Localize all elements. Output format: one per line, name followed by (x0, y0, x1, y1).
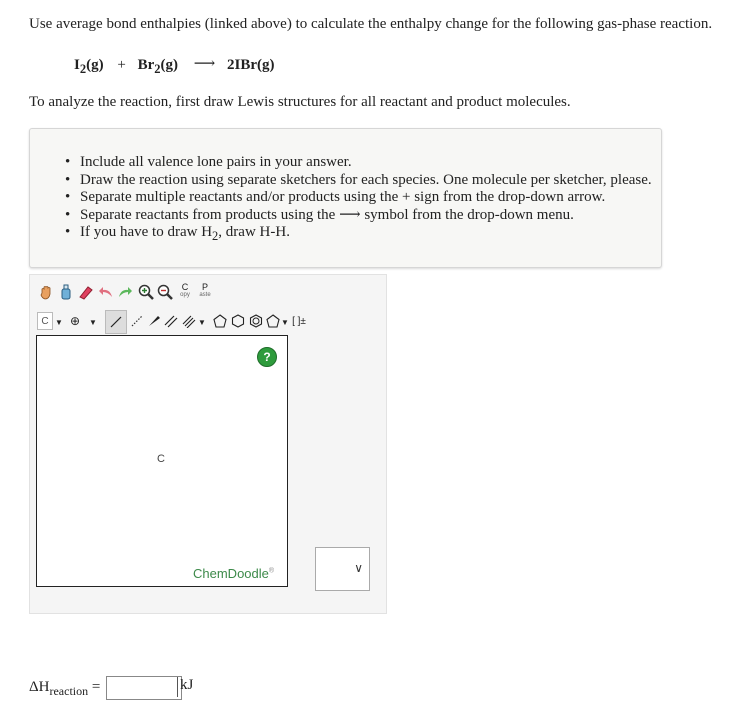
ring-dropdown-icon[interactable]: ▼ (281, 317, 289, 327)
help-icon[interactable]: ? (257, 347, 277, 367)
bond-dropdown-icon[interactable]: ▼ (198, 317, 206, 327)
double-bond-icon[interactable] (162, 312, 180, 330)
wedge-bond-icon[interactable] (145, 312, 163, 330)
cyclopentane-icon[interactable] (211, 312, 229, 330)
eraser-icon[interactable] (77, 283, 95, 301)
delta-h-input[interactable] (106, 676, 182, 700)
carbon-atom-label[interactable]: C (157, 453, 165, 465)
redo-icon[interactable] (116, 283, 134, 301)
plus-sign: + (117, 57, 126, 73)
hand-icon[interactable] (37, 283, 55, 301)
unit-label: kJ (180, 677, 194, 693)
zoom-out-icon[interactable] (156, 283, 174, 301)
element-button[interactable]: C (37, 312, 53, 330)
element-dropdown-icon[interactable]: ▼ (55, 317, 63, 327)
hint-box (29, 128, 662, 268)
reaction-arrow: ⟶ (193, 56, 216, 72)
zoom-in-icon[interactable] (137, 283, 155, 301)
hint-item: • Draw the reaction using separate sketchers for each species. One molecule per sketcher, please. (65, 172, 652, 190)
reactant-iodine: $I_2(g)$ (74, 57, 104, 76)
hint-item: • Separate multiple reactants and/or products using the + sign from the drop-down arrow. (65, 189, 652, 207)
chemdoodle-brand: ChemDoodle® (193, 566, 275, 581)
reactant-bromine: $Br_2(g)$ (137, 57, 178, 76)
hint-item: • Include all valence lone pairs in your answer. (65, 154, 652, 172)
product-ibr: 2IBr(g) (227, 57, 275, 73)
intro-text: Use average bond enthalpies (linked above) to calculate the enthalpy change for the following gas-phase reaction. (29, 16, 713, 32)
charge-dropdown-icon[interactable]: ▼ (89, 317, 97, 327)
delta-h-label: $\Delta H_{reaction}$ = (29, 679, 101, 698)
charge-button[interactable]: ⊕ (69, 314, 81, 328)
chevron-down-icon: ∨ (354, 561, 363, 575)
single-bond-icon[interactable] (105, 310, 127, 334)
triple-bond-icon[interactable] (180, 312, 198, 330)
cyclohexane-icon[interactable] (229, 312, 247, 330)
hint-item: • Separate reactants from products using the ⟶ symbol from the drop-down menu. (65, 207, 652, 225)
reaction-equation (74, 55, 275, 77)
bracket-button[interactable]: [ ]± (292, 315, 306, 327)
benzene-icon[interactable] (247, 312, 265, 330)
unit-divider (177, 677, 178, 697)
species-dropdown[interactable] (315, 547, 370, 591)
paste-button[interactable]: P aste (199, 282, 211, 298)
hint-list (65, 154, 652, 246)
analyze-text: To analyze the reaction, first draw Lewis structures for all reactant and product molecules. (29, 94, 571, 110)
lasso-bottle-icon[interactable] (57, 283, 75, 301)
hint-item: • If you have to draw $H_2$, draw H-H. (65, 224, 652, 246)
dashed-bond-icon[interactable] (128, 312, 146, 330)
copy-button[interactable]: C opy (180, 282, 190, 298)
undo-icon[interactable] (97, 283, 115, 301)
